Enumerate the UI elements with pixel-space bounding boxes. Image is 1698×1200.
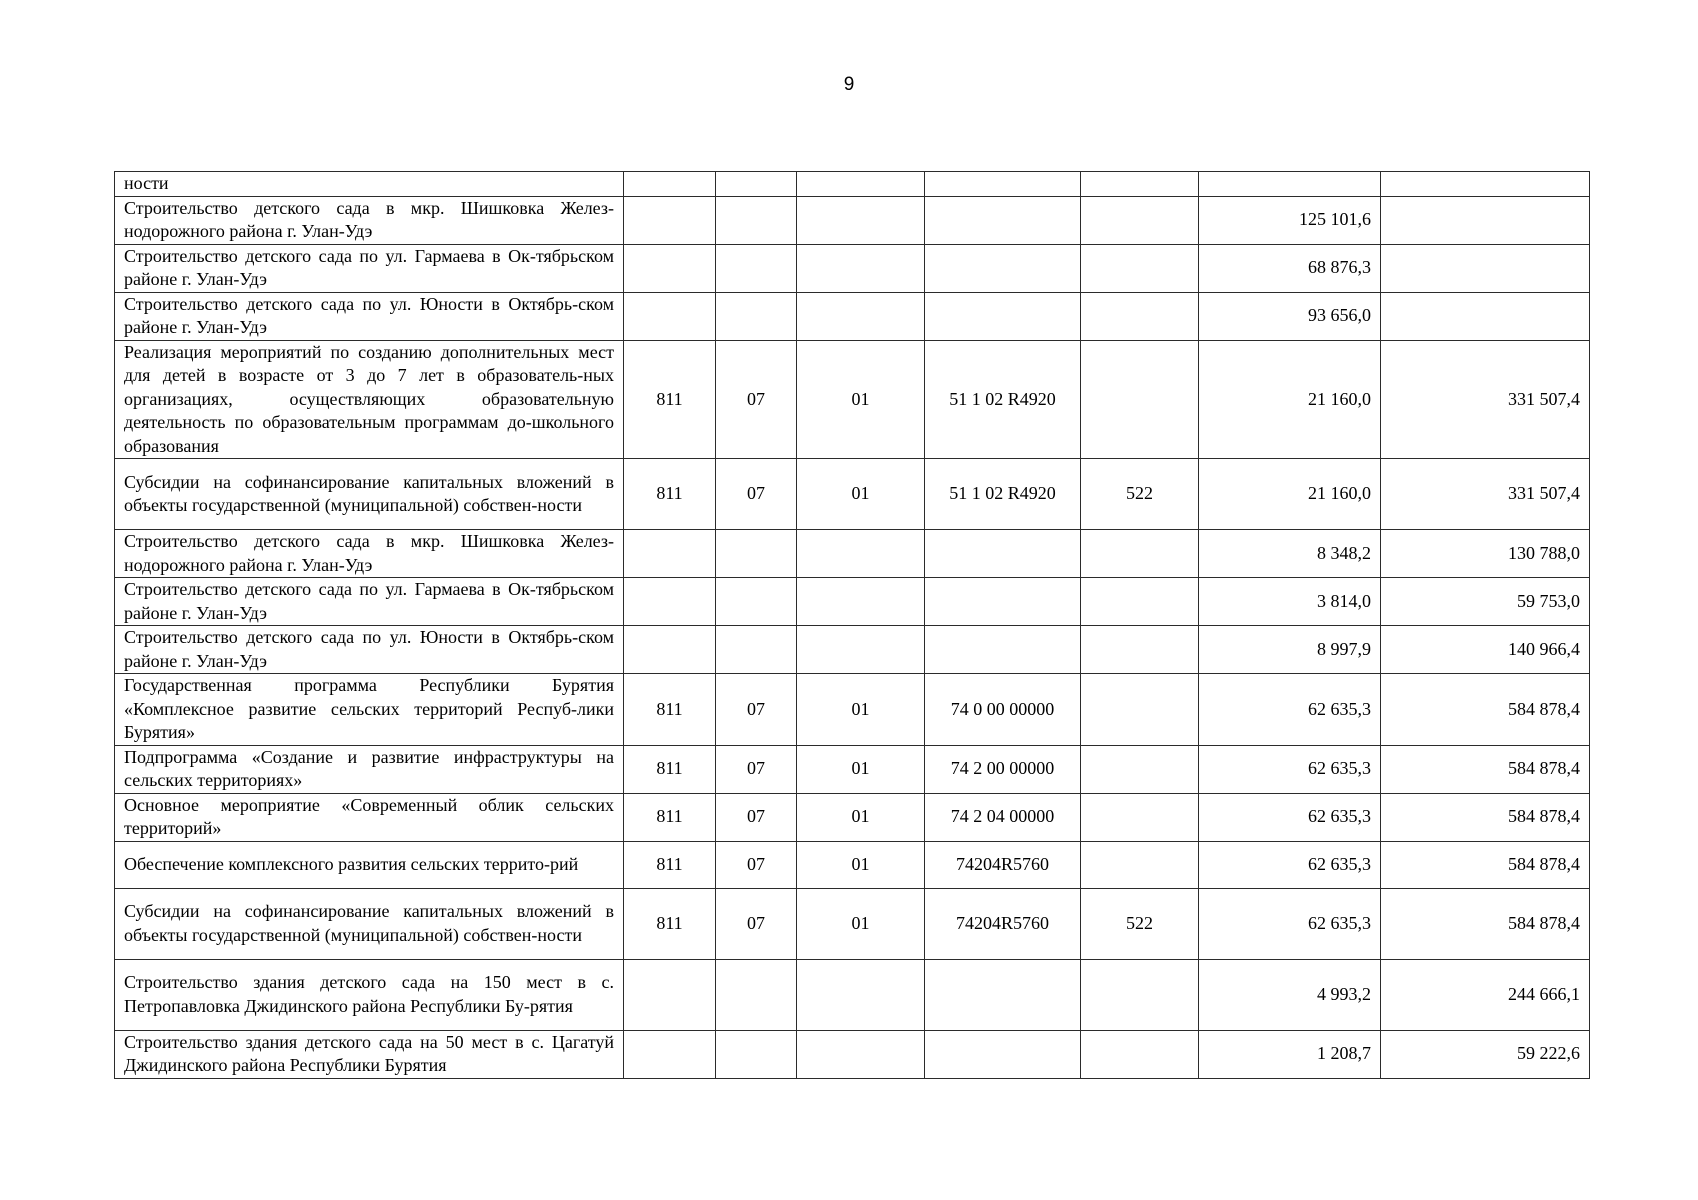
subsection-code-cell: 01 <box>797 745 925 793</box>
expense-type-cell: 522 <box>1081 459 1199 530</box>
subsection-code-cell <box>797 1030 925 1078</box>
amount-cell-1: 93 656,0 <box>1199 292 1381 340</box>
amount-cell-1 <box>1199 172 1381 197</box>
target-article-cell <box>925 292 1081 340</box>
row-name-cell: ности <box>115 172 624 197</box>
amount-cell-2: 584 878,4 <box>1381 674 1590 746</box>
dept-code-cell: 811 <box>624 841 716 888</box>
table-row <box>115 1030 1590 1078</box>
expense-type-cell <box>1081 340 1199 459</box>
target-article-cell: 51 1 02 R4920 <box>925 340 1081 459</box>
table-row <box>115 888 1590 959</box>
dept-code-cell <box>624 244 716 292</box>
amount-cell-2 <box>1381 196 1590 244</box>
amount-cell-1: 62 635,3 <box>1199 793 1381 841</box>
expense-type-cell <box>1081 793 1199 841</box>
target-article-cell <box>925 578 1081 626</box>
section-code-cell <box>716 292 797 340</box>
section-code-cell: 07 <box>716 674 797 746</box>
table-row <box>115 745 1590 793</box>
amount-cell-1: 21 160,0 <box>1199 459 1381 530</box>
row-name-cell: Государственная программа Республики Бурятия «Комплексное развитие сельских территорий Респуб-лики Бурятия» <box>115 674 624 746</box>
target-article-cell <box>925 959 1081 1030</box>
amount-cell-1: 125 101,6 <box>1199 196 1381 244</box>
dept-code-cell <box>624 578 716 626</box>
target-article-cell <box>925 244 1081 292</box>
expense-type-cell <box>1081 244 1199 292</box>
amount-cell-2: 584 878,4 <box>1381 888 1590 959</box>
subsection-code-cell <box>797 959 925 1030</box>
section-code-cell <box>716 530 797 578</box>
amount-cell-2: 59 222,6 <box>1381 1030 1590 1078</box>
table-row <box>115 244 1590 292</box>
dept-code-cell: 811 <box>624 459 716 530</box>
budget-table <box>114 171 1590 1079</box>
expense-type-cell <box>1081 841 1199 888</box>
section-code-cell <box>716 196 797 244</box>
table-row <box>115 959 1590 1030</box>
row-name-cell: Субсидии на софинансирование капитальных вложений в объекты государственной (муниципальной) собствен-ности <box>115 888 624 959</box>
section-code-cell <box>716 578 797 626</box>
table-row <box>115 578 1590 626</box>
dept-code-cell <box>624 1030 716 1078</box>
dept-code-cell <box>624 172 716 197</box>
dept-code-cell: 811 <box>624 745 716 793</box>
subsection-code-cell <box>797 626 925 674</box>
amount-cell-2: 244 666,1 <box>1381 959 1590 1030</box>
amount-cell-2: 331 507,4 <box>1381 459 1590 530</box>
amount-cell-2: 584 878,4 <box>1381 841 1590 888</box>
section-code-cell: 07 <box>716 793 797 841</box>
page-number: 9 <box>843 74 855 95</box>
amount-cell-1: 62 635,3 <box>1199 674 1381 746</box>
dept-code-cell <box>624 292 716 340</box>
expense-type-cell <box>1081 530 1199 578</box>
dept-code-cell: 811 <box>624 793 716 841</box>
dept-code-cell <box>624 530 716 578</box>
expense-type-cell <box>1081 1030 1199 1078</box>
table-row <box>115 172 1590 197</box>
target-article-cell <box>925 172 1081 197</box>
row-name-cell: Строительство здания детского сада на 150 мест в с. Петропавловка Джидинского района Республики Бу-рятия <box>115 959 624 1030</box>
amount-cell-1: 62 635,3 <box>1199 745 1381 793</box>
row-name-cell: Строительство детского сада по ул. Гармаева в Ок-тябрьском районе г. Улан-Удэ <box>115 578 624 626</box>
row-name-cell: Строительство детского сада по ул. Гармаева в Ок-тябрьском районе г. Улан-Удэ <box>115 244 624 292</box>
expense-type-cell <box>1081 674 1199 746</box>
table-row <box>115 841 1590 888</box>
amount-cell-2 <box>1381 244 1590 292</box>
target-article-cell: 74204R5760 <box>925 841 1081 888</box>
amount-cell-2 <box>1381 292 1590 340</box>
subsection-code-cell: 01 <box>797 340 925 459</box>
amount-cell-1: 1 208,7 <box>1199 1030 1381 1078</box>
row-name-cell: Подпрограмма «Создание и развитие инфраструктуры на сельских территориях» <box>115 745 624 793</box>
amount-cell-1: 8 348,2 <box>1199 530 1381 578</box>
target-article-cell <box>925 196 1081 244</box>
section-code-cell: 07 <box>716 841 797 888</box>
row-name-cell: Субсидии на софинансирование капитальных вложений в объекты государственной (муниципальной) собствен-ности <box>115 459 624 530</box>
subsection-code-cell <box>797 196 925 244</box>
dept-code-cell: 811 <box>624 674 716 746</box>
target-article-cell <box>925 1030 1081 1078</box>
expense-type-cell <box>1081 959 1199 1030</box>
row-name-cell: Обеспечение комплексного развития сельских террито-рий <box>115 841 624 888</box>
table-row <box>115 530 1590 578</box>
dept-code-cell <box>624 959 716 1030</box>
row-name-cell: Строительство здания детского сада на 50 мест в с. Цагатуй Джидинского района Республики Бурятия <box>115 1030 624 1078</box>
row-name-cell: Основное мероприятие «Современный облик сельских территорий» <box>115 793 624 841</box>
amount-cell-1: 62 635,3 <box>1199 888 1381 959</box>
amount-cell-2: 59 753,0 <box>1381 578 1590 626</box>
dept-code-cell <box>624 196 716 244</box>
target-article-cell <box>925 626 1081 674</box>
expense-type-cell: 522 <box>1081 888 1199 959</box>
expense-type-cell <box>1081 578 1199 626</box>
amount-cell-2: 331 507,4 <box>1381 340 1590 459</box>
table-row <box>115 459 1590 530</box>
expense-type-cell <box>1081 745 1199 793</box>
amount-cell-1: 62 635,3 <box>1199 841 1381 888</box>
amount-cell-1: 21 160,0 <box>1199 340 1381 459</box>
subsection-code-cell <box>797 292 925 340</box>
row-name-cell: Строительство детского сада по ул. Юности в Октябрь-ском районе г. Улан-Удэ <box>115 292 624 340</box>
target-article-cell: 51 1 02 R4920 <box>925 459 1081 530</box>
subsection-code-cell: 01 <box>797 841 925 888</box>
amount-cell-1: 8 997,9 <box>1199 626 1381 674</box>
table-row <box>115 196 1590 244</box>
subsection-code-cell: 01 <box>797 459 925 530</box>
subsection-code-cell <box>797 530 925 578</box>
subsection-code-cell <box>797 578 925 626</box>
dept-code-cell <box>624 626 716 674</box>
amount-cell-1: 68 876,3 <box>1199 244 1381 292</box>
row-name-cell: Строительство детского сада в мкр. Шишковка Желез-нодорожного района г. Улан-Удэ <box>115 196 624 244</box>
target-article-cell: 74 2 00 00000 <box>925 745 1081 793</box>
table-row <box>115 793 1590 841</box>
target-article-cell: 74 2 04 00000 <box>925 793 1081 841</box>
amount-cell-2: 140 966,4 <box>1381 626 1590 674</box>
expense-type-cell <box>1081 292 1199 340</box>
table-row <box>115 340 1590 459</box>
section-code-cell <box>716 172 797 197</box>
row-name-cell: Реализация мероприятий по созданию дополнительных мест для детей в возрасте от 3 до 7 лет в образователь-ных организациях, осуществляющих образовательную деятельность по образовательным программам до-школьного образования <box>115 340 624 459</box>
amount-cell-2: 130 788,0 <box>1381 530 1590 578</box>
amount-cell-2 <box>1381 172 1590 197</box>
section-code-cell: 07 <box>716 340 797 459</box>
table-row <box>115 292 1590 340</box>
section-code-cell <box>716 626 797 674</box>
target-article-cell: 74204R5760 <box>925 888 1081 959</box>
subsection-code-cell: 01 <box>797 888 925 959</box>
subsection-code-cell <box>797 172 925 197</box>
section-code-cell <box>716 959 797 1030</box>
section-code-cell <box>716 244 797 292</box>
table-row <box>115 626 1590 674</box>
dept-code-cell: 811 <box>624 340 716 459</box>
dept-code-cell: 811 <box>624 888 716 959</box>
table-row <box>115 674 1590 746</box>
section-code-cell: 07 <box>716 888 797 959</box>
amount-cell-1: 4 993,2 <box>1199 959 1381 1030</box>
target-article-cell <box>925 530 1081 578</box>
target-article-cell: 74 0 00 00000 <box>925 674 1081 746</box>
subsection-code-cell <box>797 244 925 292</box>
amount-cell-2: 584 878,4 <box>1381 793 1590 841</box>
section-code-cell: 07 <box>716 459 797 530</box>
section-code-cell <box>716 1030 797 1078</box>
row-name-cell: Строительство детского сада в мкр. Шишковка Желез-нодорожного района г. Улан-Удэ <box>115 530 624 578</box>
expense-type-cell <box>1081 196 1199 244</box>
subsection-code-cell: 01 <box>797 793 925 841</box>
expense-type-cell <box>1081 626 1199 674</box>
expense-type-cell <box>1081 172 1199 197</box>
row-name-cell: Строительство детского сада по ул. Юности в Октябрь-ском районе г. Улан-Удэ <box>115 626 624 674</box>
subsection-code-cell: 01 <box>797 674 925 746</box>
amount-cell-2: 584 878,4 <box>1381 745 1590 793</box>
amount-cell-1: 3 814,0 <box>1199 578 1381 626</box>
section-code-cell: 07 <box>716 745 797 793</box>
